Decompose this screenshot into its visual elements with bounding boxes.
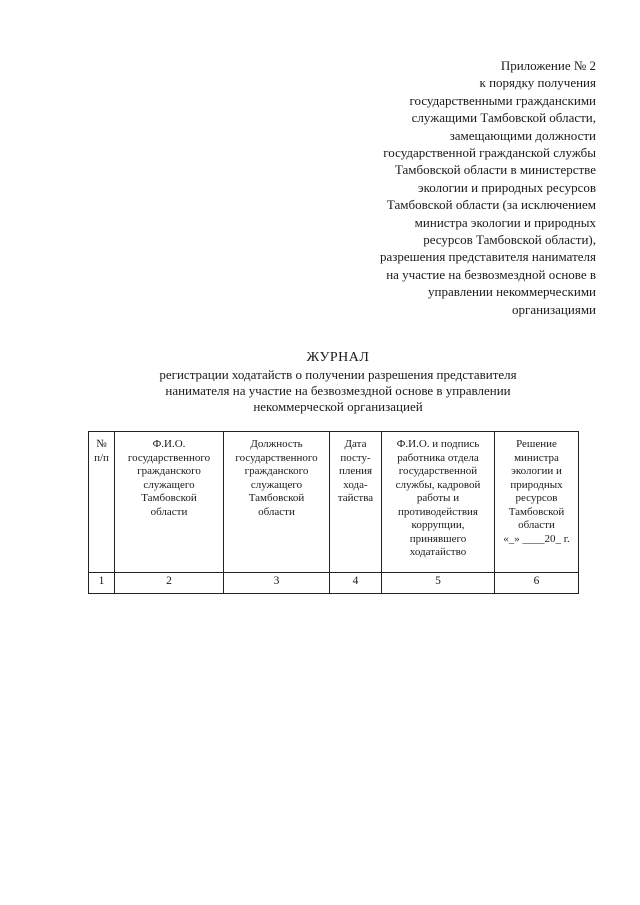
column-header: Дата посту- пления хода- тайства <box>330 432 382 573</box>
registration-table <box>88 431 579 594</box>
appendix-note <box>296 57 596 318</box>
column-number: 4 <box>330 573 382 594</box>
appendix-line: ресурсов Тамбовской области), <box>423 232 596 248</box>
appendix-line: Приложение № 2 <box>500 58 596 73</box>
column-header: Ф.И.О. и подпись работника отдела государственной службы, кадровой работы и противодействия коррупции, принявшего ходатайство <box>382 432 495 573</box>
appendix-line: замещающими должности <box>449 127 596 143</box>
appendix-line: управлении некоммерческими <box>428 284 596 300</box>
column-number: 6 <box>495 573 579 594</box>
column-number-row <box>89 573 579 594</box>
column-header: Ф.И.О. государственного гражданского служащего Тамбовской области <box>115 432 224 573</box>
journal-subtitle-line: регистрации ходатайств о получении разрешения представителя <box>159 367 517 382</box>
column-header: № п/п <box>89 432 115 573</box>
appendix-line: государственными гражданскими <box>409 92 596 108</box>
appendix-line: организациями <box>512 301 596 317</box>
appendix-line: разрешения представителя нанимателя <box>379 249 596 265</box>
appendix-line: на участие на безвозмездной основе в <box>386 266 596 282</box>
column-number: 1 <box>89 573 115 594</box>
journal-subtitle-line: нанимателя на участие на безвозмездной основе в управлении <box>165 383 511 398</box>
table-header-row <box>89 432 579 573</box>
column-number: 5 <box>382 573 495 594</box>
journal-subtitle-line: некоммерческой организацией <box>253 399 423 414</box>
column-header: Должность государственного гражданского служащего Тамбовской области <box>224 432 330 573</box>
appendix-line: министра экологии и природных <box>414 214 596 230</box>
journal-title: ЖУРНАЛ <box>306 350 370 365</box>
column-header: Решение министра экологии и природных ресурсов Тамбовской области «_» ____20_ г. <box>495 432 579 573</box>
column-number: 2 <box>115 573 224 594</box>
appendix-line: Тамбовской области в министерстве <box>394 162 596 178</box>
appendix-line: служащими Тамбовской области, <box>411 110 596 126</box>
journal-heading <box>88 349 588 415</box>
appendix-line: Тамбовской области (за исключением <box>386 197 596 213</box>
appendix-line: экологии и природных ресурсов <box>418 179 596 195</box>
appendix-line: к порядку получения <box>479 75 596 91</box>
appendix-line: государственной гражданской службы <box>383 145 596 161</box>
column-number: 3 <box>224 573 330 594</box>
